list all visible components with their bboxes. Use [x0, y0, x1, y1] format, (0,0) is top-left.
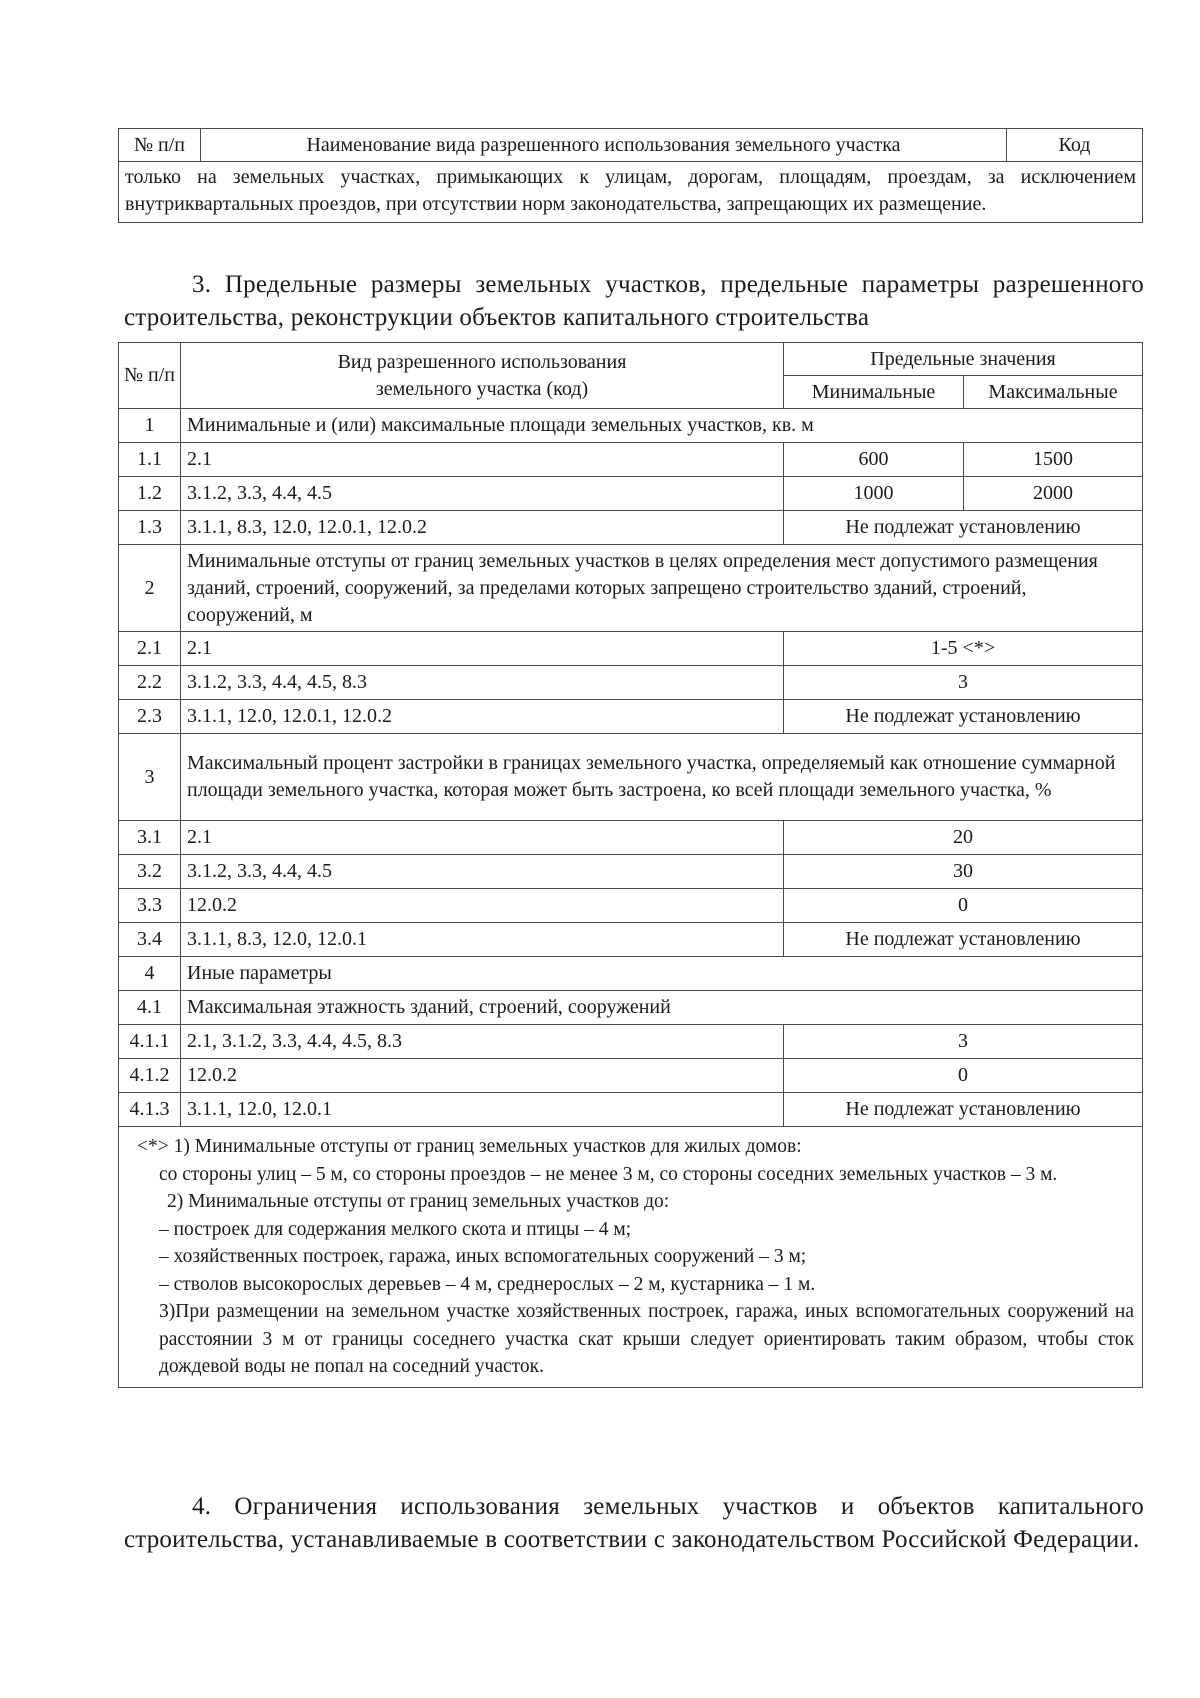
- col-num-header: № п/п: [119, 343, 181, 409]
- table-row: [119, 477, 1143, 511]
- row-text: 2.1, 3.1.2, 3.3, 4.4, 4.5, 8.3: [181, 1025, 784, 1059]
- section-3-heading: 3. Предельные размеры земельных участков, предельные параметры разрешенного строительства, реконструкции объектов капитального строительства: [124, 271, 1144, 331]
- row-value: Не подлежат установлению: [784, 511, 1143, 545]
- row-value: 3: [784, 666, 1143, 700]
- row-text: 3.1.2, 3.3, 4.4, 4.5, 8.3: [181, 666, 784, 700]
- col-kind-header: Вид разрешенного использования земельного участка (код): [181, 343, 784, 409]
- table-row: [119, 1025, 1143, 1059]
- row-value: 0: [784, 889, 1143, 923]
- table-row: [119, 734, 1143, 821]
- table-notes: [119, 1127, 1143, 1388]
- row-num: 4: [119, 957, 181, 991]
- table-row: [119, 666, 1143, 700]
- continuation-text: только на земельных участках, примыкающих к улицам, дорогам, площадям, проездам, за исключением внутриквартальных проездов, при отсутствии норм законодательства, запрещающих их размещение.: [119, 162, 1143, 223]
- section-4-heading: 4. Ограничения использования земельных участков и объектов капитального строительства, устанавливаемые в соответствии с законодательством Российской Федерации.: [124, 1493, 1144, 1553]
- row-num: 3.2: [119, 855, 181, 889]
- row-text: 3.1.2, 3.3, 4.4, 4.5: [181, 855, 784, 889]
- note-line: <*> 1) Минимальные отступы от границ земельных участков для жилых домов:: [137, 1136, 802, 1157]
- row-num: 4.1.2: [119, 1059, 181, 1093]
- row-num: 4.1.3: [119, 1093, 181, 1127]
- row-num: 3.3: [119, 889, 181, 923]
- row-num: 2.2: [119, 666, 181, 700]
- row-text: 2.1: [181, 443, 784, 477]
- row-num: 4.1: [119, 991, 181, 1025]
- table-row: [119, 923, 1143, 957]
- row-num: 2.1: [119, 632, 181, 666]
- note-line: – построек для содержания мелкого скота и птицы – 4 м;: [159, 1218, 632, 1240]
- table-row: [119, 409, 1143, 443]
- row-num: 1.2: [119, 477, 181, 511]
- row-text: 3.1.1, 8.3, 12.0, 12.0.1, 12.0.2: [181, 511, 784, 545]
- table-row: [119, 1093, 1143, 1127]
- table-row: [119, 1059, 1143, 1093]
- row-text: Максимальная этажность зданий, строений, сооружений: [181, 991, 1143, 1025]
- row-text: Минимальные отступы от границ земельных участков в целях определения мест допустимого размещения зданий, строений, сооружений, за пределами которых запрещено строительство зданий, строений, сооружений, м: [181, 545, 1143, 632]
- note-line: – стволов высокорослых деревьев – 4 м, среднерослых – 2 м, кустарника – 1 м.: [159, 1273, 816, 1295]
- row-value: Не подлежат установлению: [784, 1093, 1143, 1127]
- header-num: № п/п: [119, 129, 201, 162]
- row-text: 12.0.2: [181, 889, 784, 923]
- row-value: 0: [784, 1059, 1143, 1093]
- header-code: Код: [1007, 129, 1143, 162]
- table-row: [119, 443, 1143, 477]
- row-value: Не подлежат установлению: [784, 923, 1143, 957]
- row-text: 3.1.1, 12.0, 12.0.1: [181, 1093, 784, 1127]
- row-value: 30: [784, 855, 1143, 889]
- top-table: [118, 128, 1143, 223]
- row-num: 3.1: [119, 821, 181, 855]
- table-row: [119, 632, 1143, 666]
- row-num: 3.4: [119, 923, 181, 957]
- col-min-header: Минимальные: [784, 376, 964, 409]
- table-row: [119, 957, 1143, 991]
- table-row: [119, 511, 1143, 545]
- row-text: 12.0.2: [181, 1059, 784, 1093]
- row-text: 3.1.2, 3.3, 4.4, 4.5: [181, 477, 784, 511]
- row-text: 3.1.1, 8.3, 12.0, 12.0.1: [181, 923, 784, 957]
- row-num: 1.3: [119, 511, 181, 545]
- row-text: 2.1: [181, 821, 784, 855]
- note-line: 2) Минимальные отступы от границ земельных участков до:: [167, 1191, 670, 1212]
- row-num: 1: [119, 409, 181, 443]
- table-row: [119, 889, 1143, 923]
- note-line: 3)При размещении на земельном участке хозяйственных построек, гаража, иных вспомогательных сооружений на расстоянии 3 м от границы соседнего участка скат крыши следует ориентировать таким образом, чтобы сток дождевой воды не попал на соседний участок.: [159, 1301, 1135, 1377]
- row-min: 600: [784, 443, 964, 477]
- row-value: 1-5 <*>: [784, 632, 1143, 666]
- limits-table: [118, 342, 1143, 1388]
- top-table-header: [119, 129, 1143, 162]
- table-row: [119, 855, 1143, 889]
- row-max: 2000: [964, 477, 1143, 511]
- header-name: Наименование вида разрешенного использования земельного участка: [201, 129, 1007, 162]
- row-min: 1000: [784, 477, 964, 511]
- row-value: 3: [784, 1025, 1143, 1059]
- note-line: – хозяйственных построек, гаража, иных вспомогательных сооружений – 3 м;: [159, 1246, 807, 1267]
- row-text: Иные параметры: [181, 957, 1143, 991]
- row-max: 1500: [964, 443, 1143, 477]
- row-text: 2.1: [181, 632, 784, 666]
- row-text: Минимальные и (или) максимальные площади земельных участков, кв. м: [181, 409, 1143, 443]
- col-limits-header: Предельные значения: [784, 343, 1143, 376]
- col-max-header: Максимальные: [964, 376, 1143, 409]
- row-value: Не подлежат установлению: [784, 700, 1143, 734]
- row-text: 3.1.1, 12.0, 12.0.1, 12.0.2: [181, 700, 784, 734]
- row-value: 20: [784, 821, 1143, 855]
- table-row: [119, 700, 1143, 734]
- row-text: Максимальный процент застройки в границах земельного участка, определяемый как отношение суммарной площади земельного участка, которая может быть застроена, ко всей площади земельного участка, %: [181, 734, 1143, 821]
- note-line: со стороны улиц – 5 м, со стороны проездов – не менее 3 м, со стороны соседних земельных участков – 3 м.: [159, 1163, 1058, 1185]
- row-num: 2: [119, 545, 181, 632]
- row-num: 1.1: [119, 443, 181, 477]
- table-row: [119, 545, 1143, 632]
- row-num: 4.1.1: [119, 1025, 181, 1059]
- table-row: [119, 821, 1143, 855]
- table-row: [119, 991, 1143, 1025]
- row-num: 2.3: [119, 700, 181, 734]
- row-num: 3: [119, 734, 181, 821]
